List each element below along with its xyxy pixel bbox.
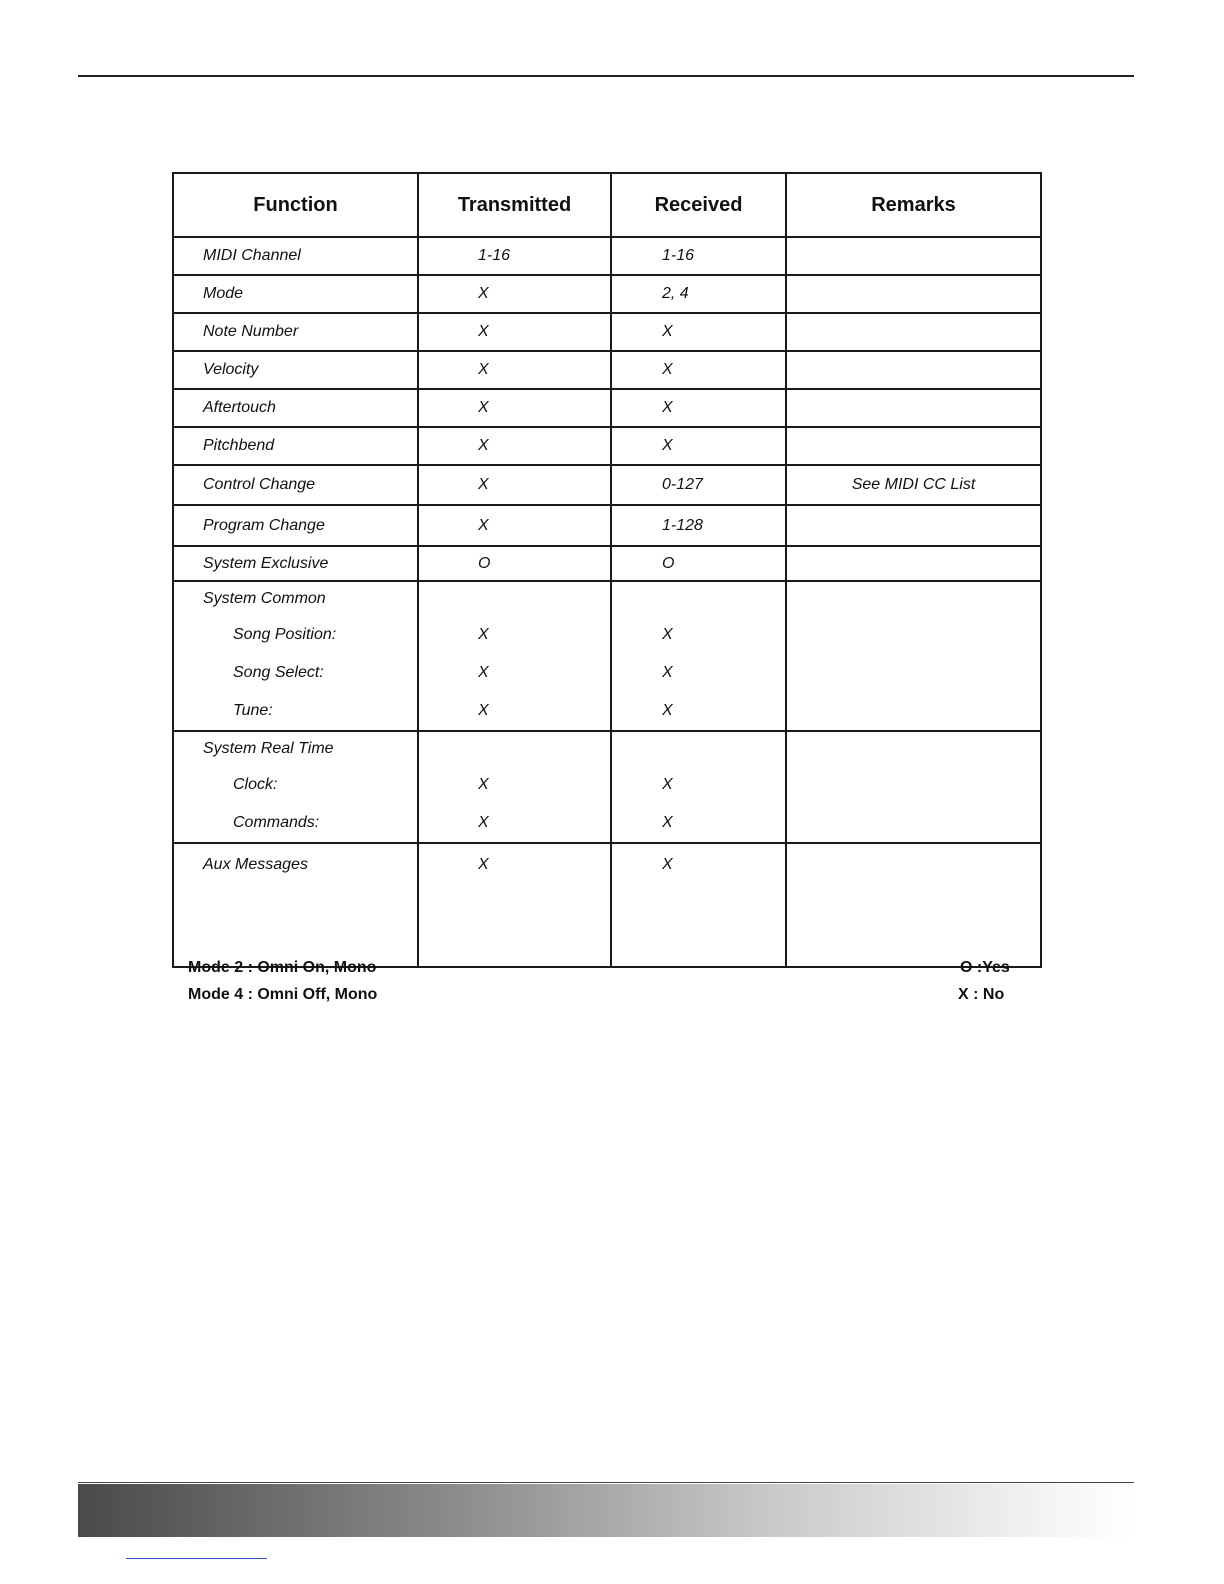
remarks-cell — [786, 237, 1041, 275]
legend-no: X : No — [958, 986, 1005, 1003]
sub-value: X — [662, 814, 673, 831]
remarks-cell — [786, 843, 1041, 967]
received-cell: 0-127 — [611, 465, 786, 505]
function-cell: Aftertouch — [173, 389, 418, 427]
table-row — [173, 465, 1041, 505]
sub-function-label: Song Select: — [233, 664, 324, 681]
sub-value: X — [478, 664, 489, 681]
sub-value: X — [478, 776, 489, 793]
received-cell: 1-128 — [611, 505, 786, 546]
received-cell: X — [611, 351, 786, 389]
transmitted-cell: X — [418, 275, 611, 313]
received-cell: X — [611, 427, 786, 465]
sub-function-label: Song Position: — [233, 626, 337, 643]
function-cell: Velocity — [173, 351, 418, 389]
footer-link-underline — [126, 1558, 267, 1559]
received-cell: X — [611, 843, 786, 967]
table-row — [173, 427, 1041, 465]
footer-rule — [78, 1482, 1134, 1483]
legend-mode2: Mode 2 : Omni On, Mono — [188, 959, 377, 976]
header-transmitted: Transmitted — [418, 173, 611, 237]
function-cell — [173, 581, 418, 731]
received-cell — [611, 581, 786, 731]
function-cell: MIDI Channel — [173, 237, 418, 275]
sub-value: X — [478, 702, 489, 719]
legend-yes: O :Yes — [960, 959, 1010, 976]
transmitted-cell: X — [418, 313, 611, 351]
remarks-cell — [786, 731, 1041, 843]
function-cell: Program Change — [173, 505, 418, 546]
function-cell: System Exclusive — [173, 546, 418, 581]
transmitted-cell: O — [418, 546, 611, 581]
function-cell: Note Number — [173, 313, 418, 351]
table-row — [173, 546, 1041, 581]
table-row — [173, 389, 1041, 427]
remarks-cell — [786, 427, 1041, 465]
received-cell: 1-16 — [611, 237, 786, 275]
received-cell — [611, 731, 786, 843]
transmitted-cell: X — [418, 351, 611, 389]
header-remarks: Remarks — [786, 173, 1041, 237]
function-cell: Mode — [173, 275, 418, 313]
table-row — [173, 505, 1041, 546]
transmitted-cell: X — [418, 843, 611, 967]
remarks-cell — [786, 581, 1041, 731]
table-row — [173, 237, 1041, 275]
function-cell: Pitchbend — [173, 427, 418, 465]
sub-value: X — [478, 626, 489, 643]
remarks-cell — [786, 351, 1041, 389]
function-cell: Aux Messages — [173, 843, 418, 967]
group-label: System Real Time — [203, 740, 334, 757]
transmitted-cell: X — [418, 505, 611, 546]
remarks-cell — [786, 275, 1041, 313]
remarks-cell — [786, 546, 1041, 581]
sub-value: X — [478, 814, 489, 831]
header-received: Received — [611, 173, 786, 237]
sub-function-label: Commands: — [233, 814, 320, 831]
transmitted-cell: X — [418, 389, 611, 427]
received-cell: 2, 4 — [611, 275, 786, 313]
top-rule — [78, 75, 1134, 77]
received-cell: X — [611, 389, 786, 427]
transmitted-cell: X — [418, 427, 611, 465]
transmitted-cell — [418, 581, 611, 731]
sub-function-label: Clock: — [233, 776, 278, 793]
table-row — [173, 351, 1041, 389]
sub-value: X — [662, 776, 673, 793]
footer-gradient-bar — [78, 1484, 1134, 1537]
group-label: System Common — [203, 590, 326, 607]
sub-function-label: Tune: — [233, 702, 273, 719]
table-row-system-common — [173, 581, 1041, 731]
sub-value: X — [662, 626, 673, 643]
table-row — [173, 313, 1041, 351]
midi-implementation-table — [172, 172, 1042, 968]
header-function: Function — [173, 173, 418, 237]
function-cell — [173, 731, 418, 843]
remarks-cell — [786, 389, 1041, 427]
remarks-cell: See MIDI CC List — [786, 465, 1041, 505]
table-row-aux — [173, 843, 1041, 967]
function-cell: Control Change — [173, 465, 418, 505]
table-header-row — [173, 173, 1041, 237]
table-row — [173, 275, 1041, 313]
sub-value: X — [662, 702, 673, 719]
received-cell: X — [611, 313, 786, 351]
received-cell: O — [611, 546, 786, 581]
sub-value: X — [662, 664, 673, 681]
transmitted-cell — [418, 731, 611, 843]
legend-mode4: Mode 4 : Omni Off, Mono — [188, 986, 378, 1003]
remarks-cell — [786, 505, 1041, 546]
transmitted-cell: X — [418, 465, 611, 505]
transmitted-cell: 1-16 — [418, 237, 611, 275]
table-row-system-realtime — [173, 731, 1041, 843]
remarks-cell — [786, 313, 1041, 351]
